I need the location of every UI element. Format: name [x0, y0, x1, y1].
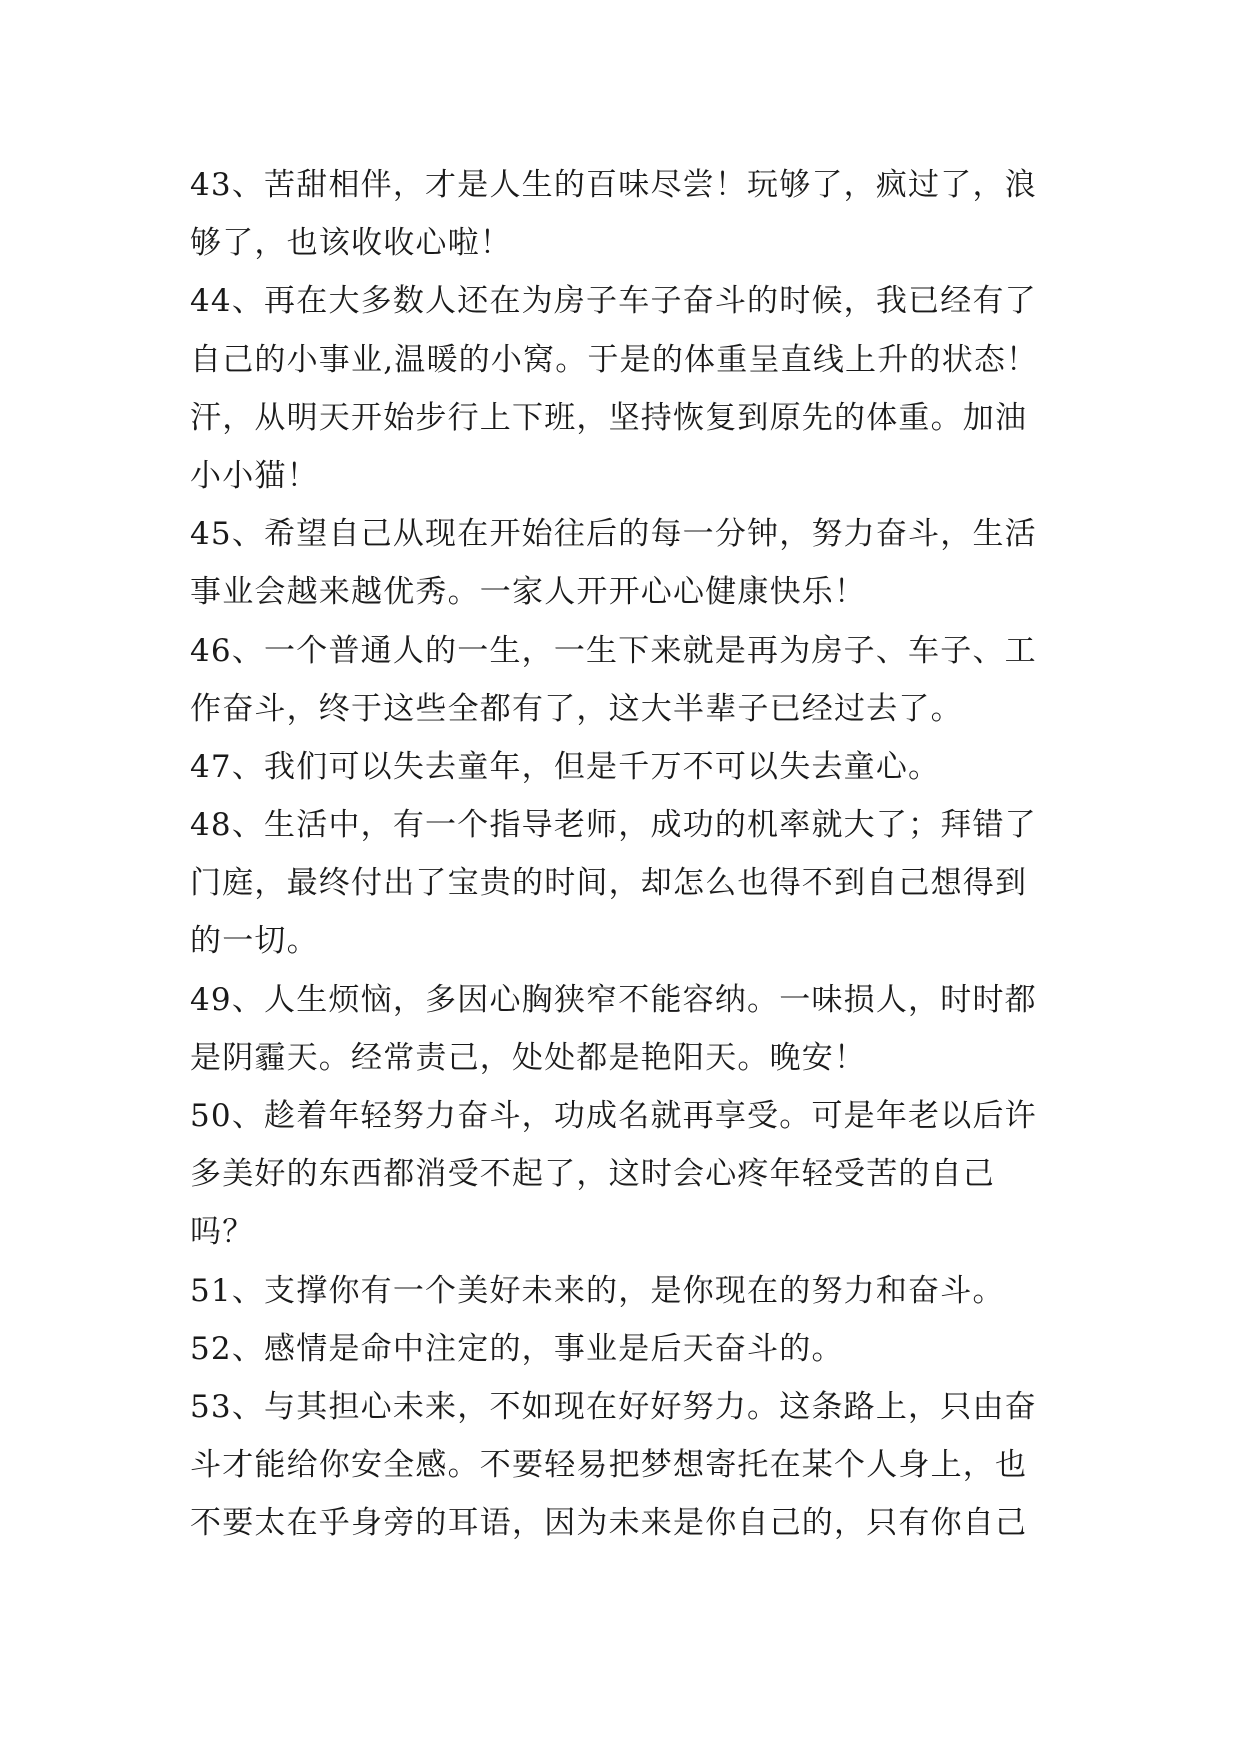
document-body — [190, 156, 1055, 1553]
text-line: 多美好的东西都消受不起了，这时会心疼年轻受苦的自己 — [190, 1156, 995, 1193]
text-line: 43、苦甜相伴，才是人生的百味尽尝！玩够了，疯过了，浪 — [190, 167, 1037, 203]
text-line: 47、我们可以失去童年，但是千万不可以失去童心。 — [190, 748, 941, 785]
text-line: 是阴霾天。经常责己，处处都是艳阳天。晚安！ — [190, 1039, 867, 1076]
text-line: 49、人生烦恼，多因心胸狭窄不能容纳。一味损人，时时都 — [190, 981, 1037, 1018]
text-line: 51、支撑你有一个美好未来的，是你现在的努力和奋斗。 — [190, 1272, 1005, 1309]
text-line: 45、希望自己从现在开始往后的每一分钟，努力奋斗，生活 — [190, 516, 1037, 553]
text-line: 48、生活中，有一个指导老师，成功的机率就大了；拜错了 — [190, 807, 1037, 844]
text-line: 小小猫！ — [190, 457, 319, 494]
text-line: 46、一个普通人的一生，一生下来就是再为房子、车子、工 — [190, 632, 1037, 669]
text-line: 的一切。 — [190, 923, 319, 960]
text-line: 汗，从明天开始步行上下班，坚持恢复到原先的体重。加油 — [190, 399, 1028, 436]
text-line: 吗？ — [190, 1214, 255, 1251]
text-line: 斗才能给你安全感。不要轻易把梦想寄托在某个人身上，也 — [190, 1447, 1028, 1484]
text-line: 作奋斗，终于这些全都有了，这大半辈子已经过去了。 — [190, 690, 963, 727]
text-line: 自己的小事业,温暖的小窝。于是的体重呈直线上升的状态！ — [190, 341, 1039, 378]
text-line: 门庭，最终付出了宝贵的时间，却怎么也得不到自己想得到 — [190, 865, 1028, 902]
text-line: 够了，也该收收心啦！ — [190, 225, 512, 262]
text-line: 50、趁着年轻努力奋斗，功成名就再享受。可是年老以后许 — [190, 1098, 1037, 1134]
text-line: 52、感情是命中注定的，事业是后天奋斗的。 — [190, 1330, 844, 1367]
text-line: 53、与其担心未来，不如现在好好努力。这条路上，只由奋 — [190, 1388, 1037, 1425]
text-line: 事业会越来越优秀。一家人开开心心健康快乐！ — [190, 574, 867, 611]
text-line: 44、再在大多数人还在为房子车子奋斗的时候，我已经有了 — [190, 283, 1037, 320]
text-line: 不要太在乎身旁的耳语，因为未来是你自己的，只有你自己 — [190, 1505, 1028, 1542]
